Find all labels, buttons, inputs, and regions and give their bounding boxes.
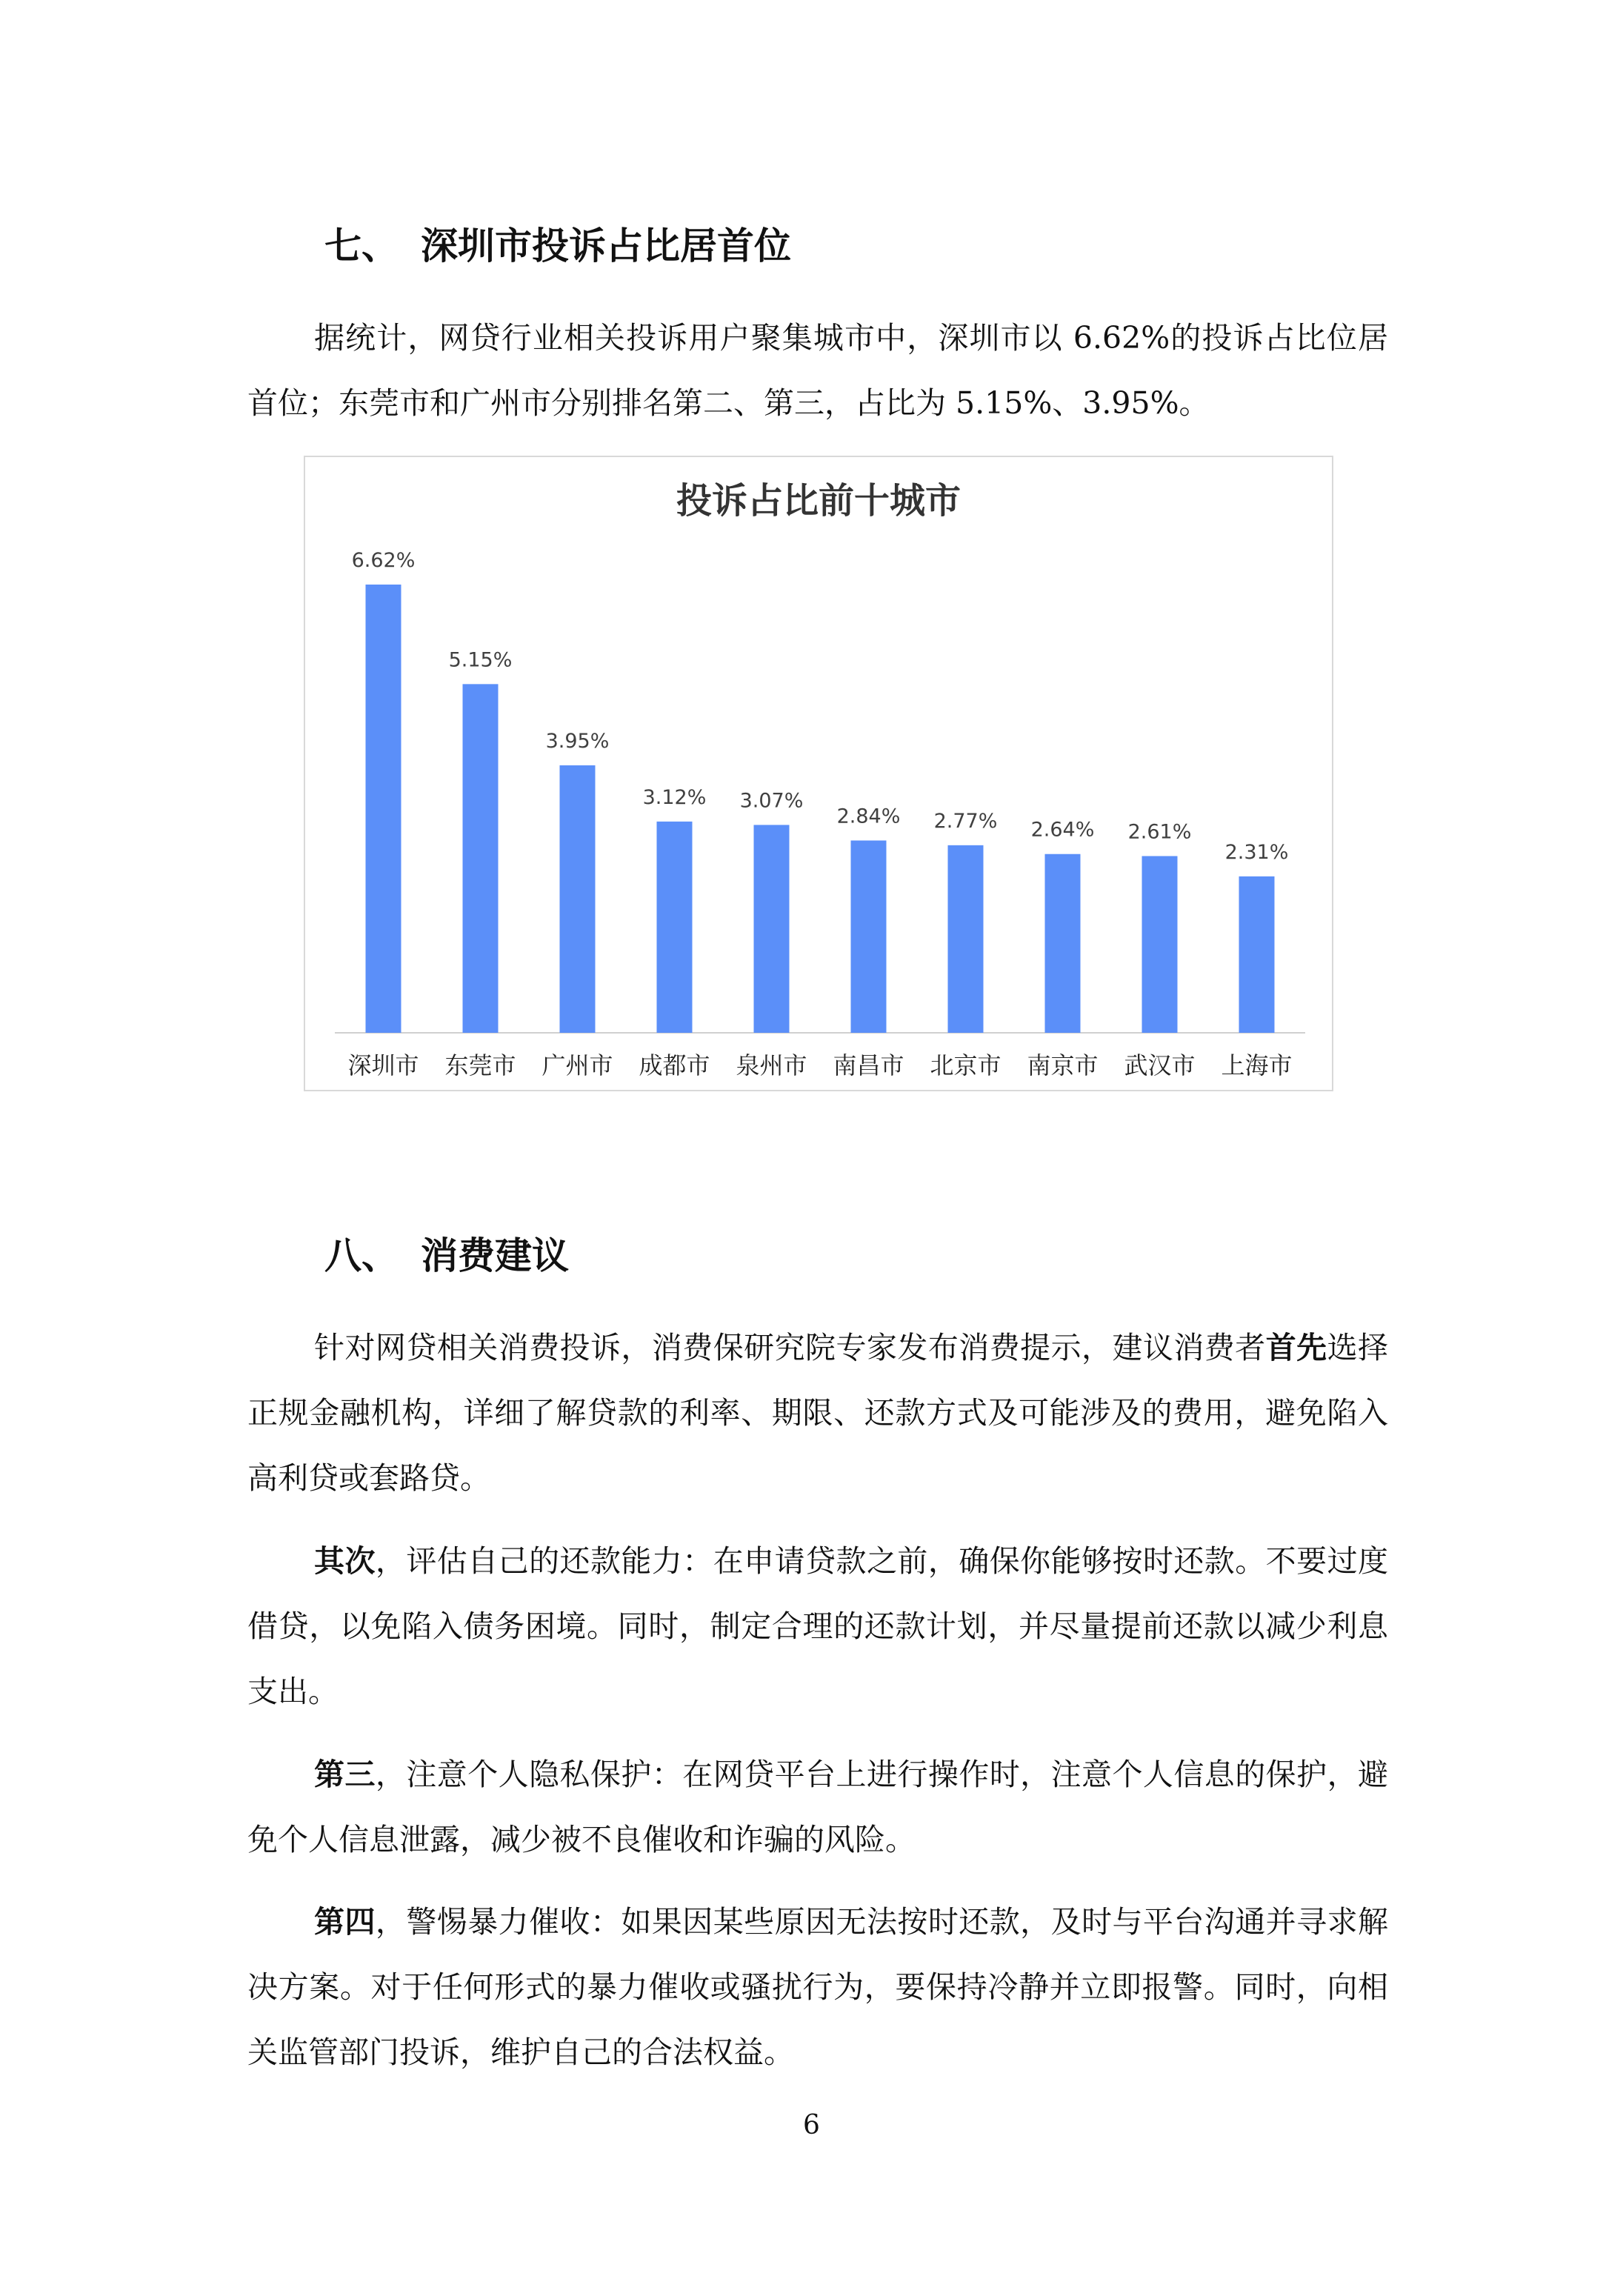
bar-0 [366,585,401,1033]
data-label-4: 3.07% [739,789,804,813]
advice-4-text: ，警惕暴力催收：如果因某些原因无法按时还款，及时与平台沟通并寻求解决方案。对于任何形式的暴力催收或骚扰行为，要保持冷静并立即报警。同时，向相关监管部门投诉，维护自己的合法权益。 [247,1904,1389,2070]
advice-1-text-a: 针对网贷相关消费投诉，消费保研究院专家发布消费提示，建议消费者 [314,1330,1266,1365]
category-label-0: 深圳市 [347,1051,419,1079]
data-label-3: 3.12% [642,785,707,809]
category-label-8: 武汉市 [1124,1051,1196,1079]
bar-8 [1142,856,1178,1033]
advice-paragraph-1 [247,1315,1388,1511]
section-7-paragraph: 据统计，网贷行业相关投诉用户聚集城市中，深圳市以 6.62%的投诉占比位居首位；东莞市和广州市分别排名第二、第三，占比为 5.15%、3.95%。 [247,320,1388,421]
advice-1-bold: 首先 [1265,1330,1327,1365]
data-label-0: 6.62% [351,549,416,572]
advice-1-text-b: 选择正规金融机构，详细了解贷款的利率、期限、还款方式及可能涉及的费用，避免陷入高利贷或套路贷。 [247,1330,1389,1496]
data-label-5: 2.84% [836,805,901,828]
data-label-6: 2.77% [933,809,998,833]
category-label-4: 泉州市 [736,1051,807,1079]
advice-3-text: ，注意个人隐私保护：在网贷平台上进行操作时，注意个人信息的保护，避免个人信息泄露，减少被不良催收和诈骗的风险。 [247,1757,1389,1857]
bar-5 [851,840,887,1033]
section-7-number: 七、 [324,224,399,267]
bar-chart-svg [305,457,1332,1090]
category-label-5: 南昌市 [833,1051,904,1079]
category-label-3: 成都市 [639,1051,710,1079]
bar-6 [948,845,984,1033]
advice-paragraph-4 [247,1889,1388,2085]
section-7-heading [324,216,791,270]
category-label-2: 广州市 [541,1051,613,1079]
section-8-number: 八、 [324,1234,399,1277]
data-label-8: 2.61% [1127,820,1192,844]
section-8-title: 消费建议 [421,1234,569,1277]
category-label-6: 北京市 [930,1051,1002,1079]
data-label-7: 2.64% [1030,818,1095,842]
section-8-heading [324,1226,569,1280]
category-label-1: 东莞市 [444,1051,516,1079]
advice-3-bold: 第三 [314,1757,376,1792]
data-label-9: 2.31% [1224,840,1289,864]
advice-2-text: ，评估自己的还款能力：在申请贷款之前，确保你能够按时还款。不要过度借贷，以免陷入债务困境。同时，制定合理的还款计划，并尽量提前还款以减少利息支出。 [247,1543,1389,1709]
bar-3 [657,822,693,1033]
data-label-1: 5.15% [448,648,513,672]
chart-title: 投诉占比前十城市 [676,480,962,522]
bar-7 [1045,854,1081,1033]
bar-2 [560,765,596,1033]
data-label-2: 3.95% [545,730,610,753]
advice-paragraph-3 [247,1742,1388,1872]
category-label-9: 上海市 [1221,1051,1293,1079]
bar-4 [754,825,790,1033]
category-label-7: 南京市 [1027,1051,1099,1079]
advice-2-bold: 其次 [314,1543,376,1579]
bar-1 [463,684,499,1033]
page-number: 6 [803,2110,820,2140]
bar-chart [304,456,1333,1091]
bar-9 [1239,876,1275,1033]
advice-paragraph-2 [247,1528,1388,1724]
bars-group [347,549,1292,1079]
section-7-title: 深圳市投诉占比居首位 [421,224,791,267]
advice-4-bold: 第四 [314,1904,376,1940]
